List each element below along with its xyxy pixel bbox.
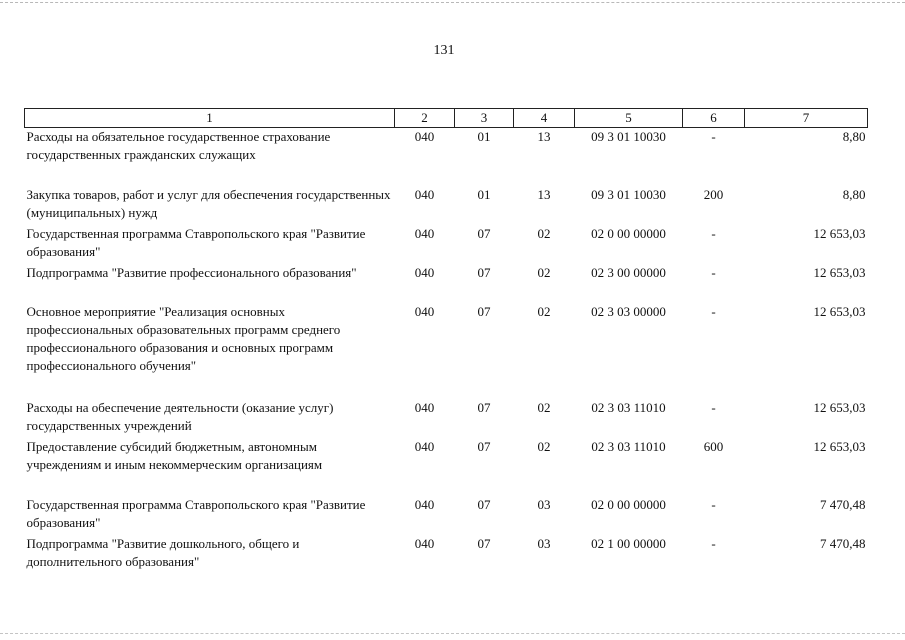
row-expense-type: 600 (703, 438, 724, 454)
row-code: 040 (414, 186, 435, 202)
row-amount: 8,80 (842, 186, 866, 202)
row-subsection: 02 (537, 438, 551, 454)
row-name: Государственная программа Ставропольского края "Развитие образования" (26, 496, 366, 530)
table-row (25, 496, 868, 535)
row-code: 040 (414, 496, 435, 512)
row-amount: 12 653,03 (813, 225, 866, 241)
table-row (25, 303, 868, 399)
row-target-article: 09 3 01 10030 (591, 186, 666, 202)
row-subsection: 03 (537, 535, 551, 551)
row-code: 040 (414, 399, 435, 415)
table-row (25, 264, 868, 303)
row-name: Предоставление субсидий бюджетным, автономным учреждениям и иным некоммерческим организациям (26, 438, 323, 472)
row-expense-type: - (711, 264, 716, 280)
column-header-7: 7 (745, 109, 868, 128)
row-name: Расходы на обязательное государственное страхование государственных гражданских служащих (26, 129, 331, 162)
column-header-5: 5 (575, 109, 683, 128)
row-target-article: 09 3 01 10030 (591, 129, 666, 144)
row-section: 07 (477, 264, 491, 280)
row-code: 040 (414, 264, 435, 280)
row-subsection: 13 (537, 129, 551, 144)
row-section: 01 (477, 186, 491, 202)
table-row (25, 438, 868, 496)
row-name: Подпрограмма "Развитие профессионального образования" (26, 264, 357, 280)
row-subsection: 02 (537, 264, 551, 280)
row-section: 07 (477, 496, 491, 512)
row-expense-type: 200 (703, 186, 724, 202)
table-row (25, 535, 868, 575)
row-target-article: 02 3 03 00000 (591, 303, 666, 319)
column-header-4: 4 (514, 109, 575, 128)
table-row (25, 225, 868, 264)
row-subsection: 13 (537, 186, 551, 202)
row-expense-type: - (711, 399, 716, 415)
row-expense-type: - (711, 303, 716, 319)
page-number: 131 (433, 43, 455, 58)
table-row (25, 186, 868, 225)
row-code: 040 (414, 225, 435, 241)
scan-edge-top (0, 2, 905, 3)
row-target-article: 02 3 03 11010 (591, 399, 666, 415)
row-code: 040 (414, 129, 435, 144)
row-target-article: 02 0 00 00000 (591, 496, 666, 512)
column-header-3: 3 (455, 109, 514, 128)
row-expense-type: - (711, 496, 716, 512)
row-name: Подпрограмма "Развитие дошкольного, общего и дополнительного образования" (26, 535, 300, 569)
row-target-article: 02 3 03 11010 (591, 438, 666, 454)
row-name: Расходы на обеспечение деятельности (оказание услуг) государственных учреждений (26, 399, 334, 433)
column-header-1: 1 (25, 109, 395, 128)
row-target-article: 02 1 00 00000 (591, 535, 666, 551)
row-code: 040 (414, 535, 435, 551)
row-section: 07 (477, 303, 491, 319)
row-subsection: 03 (537, 496, 551, 512)
row-section: 07 (477, 438, 491, 454)
row-amount: 8,80 (842, 129, 866, 144)
row-section: 07 (477, 535, 491, 551)
budget-table (24, 108, 868, 575)
row-amount: 12 653,03 (813, 264, 866, 280)
table-row (25, 128, 868, 186)
row-name: Закупка товаров, работ и услуг для обеспечения государственных (муниципальных) нужд (26, 186, 391, 220)
table-row (25, 399, 868, 438)
column-header-2: 2 (395, 109, 455, 128)
row-name: Государственная программа Ставропольского края "Развитие образования" (26, 225, 366, 259)
row-amount: 12 653,03 (813, 399, 866, 415)
scan-edge-bottom (0, 633, 905, 634)
row-section: 07 (477, 225, 491, 241)
row-section: 07 (477, 399, 491, 415)
row-subsection: 02 (537, 399, 551, 415)
row-subsection: 02 (537, 303, 551, 319)
row-code: 040 (414, 303, 435, 319)
row-expense-type: - (711, 129, 716, 144)
row-code: 040 (414, 438, 435, 454)
column-number-header (25, 109, 868, 128)
row-amount: 7 470,48 (820, 535, 866, 551)
row-subsection: 02 (537, 225, 551, 241)
row-name: Основное мероприятие "Реализация основных профессиональных образовательных программ среднего профессионального образования и основных программ профессионального обучения" (26, 303, 341, 373)
column-header-6: 6 (683, 109, 745, 128)
row-section: 01 (477, 129, 491, 144)
row-target-article: 02 0 00 00000 (591, 225, 666, 241)
row-amount: 12 653,03 (813, 438, 866, 454)
row-expense-type: - (711, 225, 716, 241)
row-amount: 12 653,03 (813, 303, 866, 319)
row-target-article: 02 3 00 00000 (591, 264, 666, 280)
row-expense-type: - (711, 535, 716, 551)
row-amount: 7 470,48 (820, 496, 866, 512)
